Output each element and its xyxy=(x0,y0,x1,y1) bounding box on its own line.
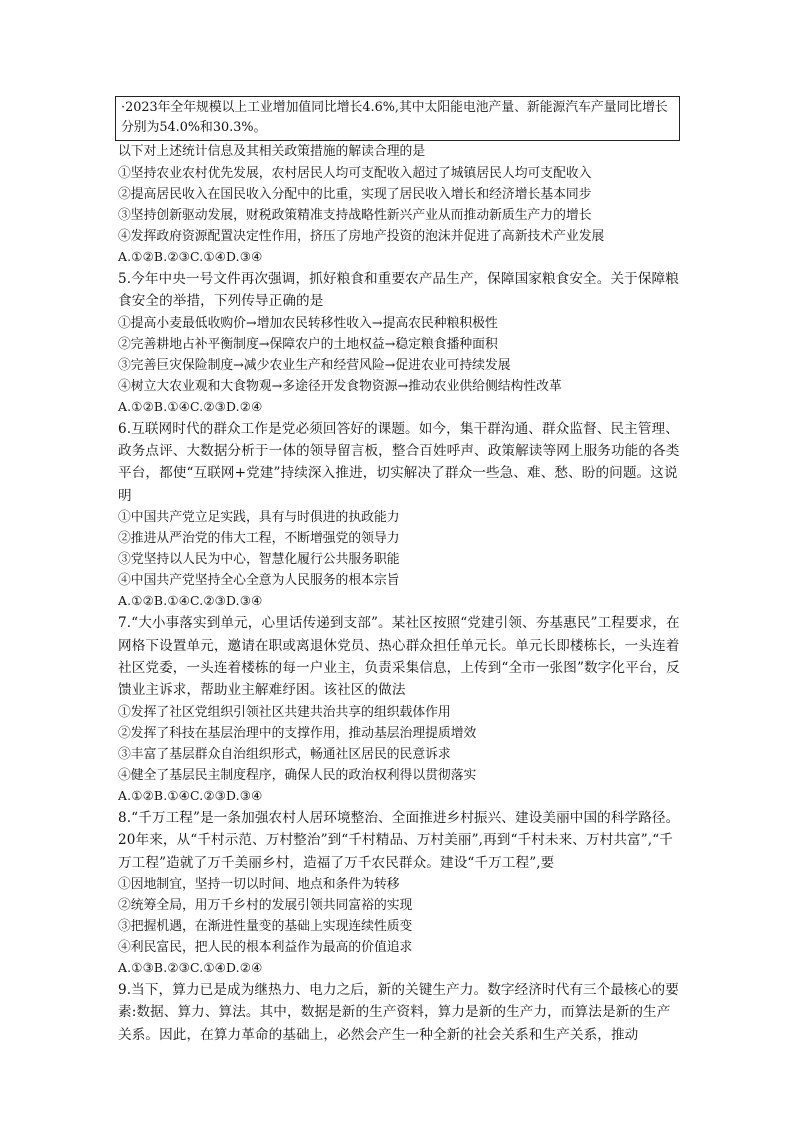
question-8 xyxy=(118,807,680,978)
question-8-stem: 8.“千万工程”是一条加强农村人居环境整治、全面推进乡村振兴、建设美丽中国的科学路径。20年来，从“千村示范、万村整治”到“千村精品、万村美丽”,再到“千村未来、万村共富”,“千万工程”造就了万千美丽乡村，造福了万千农民群众。建设“千万工程”,要 xyxy=(118,809,680,871)
question-4-option-3: ③坚持创新驱动发展，财税政策精准支持战略性新兴产业从而推动新质生产力的增长 xyxy=(118,207,592,223)
question-4-option-1: ①坚持农业农村优先发展，农村居民人均可支配收入超过了城镇居民人均可支配收入 xyxy=(118,165,592,181)
question-7-option-1: ①发挥了社区党组织引领社区共建共治共享的组织载体作用 xyxy=(118,704,451,720)
question-6-option-4: ④中国共产党坚持全心全意为人民服务的根本宗旨 xyxy=(118,573,400,589)
question-4-option-2: ②提高居民收入在国民收入分配中的比重，实现了居民收入增长和经济增长基本同步 xyxy=(118,186,592,202)
question-4 xyxy=(118,142,680,267)
question-8-option-1: ①因地制宜，坚持一切以时间、地点和条件为转移 xyxy=(118,877,400,893)
question-6 xyxy=(118,418,680,612)
exam-page xyxy=(118,96,680,1046)
question-6-option-1: ①中国共产党立足实践，具有与时俱进的执政能力 xyxy=(118,510,400,526)
question-5-option-1: ①提高小麦最低收购价→增加农民转移性收入→提高农民种粮积极性 xyxy=(118,315,498,331)
question-6-option-2: ②推进从严治党的伟大工程，不断增强党的领导力 xyxy=(118,531,400,547)
intro-box xyxy=(115,96,680,141)
question-7-option-2: ②发挥了科技在基层治理中的支撑作用，推动基层治理提质增效 xyxy=(118,725,477,741)
question-5-answers: A.①②B.①④C.②③D.②④ xyxy=(118,398,263,414)
question-7-stem: 7.“大小事落实到单元，心里话传递到支部”。某社区按照“党建引领、夯基惠民”工程要求，在网格下设置单元，邀请在职或离退休党员、热心群众担任单元长。单元长即楼栋长，一头连着社区党委，一头连着楼栋的每一户业主，负责采集信息，上传到“全市一张图”数字化平台，反馈业主诉求，帮助业主解难纾困。该社区的做法 xyxy=(118,615,680,699)
question-5-stem: 5.今年中央一号文件再次强调，抓好粮食和重要农产品生产，保障国家粮食安全。关于保障粮食安全的举措，下列传导正确的是 xyxy=(118,270,679,310)
question-8-option-4: ④利民富民，把人民的根本利益作为最高的价值追求 xyxy=(118,940,413,956)
question-5-option-2: ②完善耕地占补平衡制度→保障农户的土地权益→稳定粮食播种面积 xyxy=(118,336,498,352)
question-4-answers: A.①②B.②③C.①④D.③④ xyxy=(118,248,263,264)
question-4-option-4: ④发挥政府资源配置决定性作用，挤压了房地产投资的泡沫并促进了高新技术产业发展 xyxy=(118,228,605,244)
question-6-stem: 6.互联网时代的群众工作是党必须回答好的课题。如今，集干群沟通、群众监督、民主管理、政务点评、大数据分析于一体的领导留言板，整合百姓呼声、政策解读等网上服务功能的各类平台，都使“互联网+党建”持续深入推进，切实解决了群众一些急、难、愁、盼的问题。这说明 xyxy=(118,420,680,504)
question-6-option-3: ③党坚持以人民为中心，智慧化履行公共服务职能 xyxy=(118,552,400,568)
question-5 xyxy=(118,268,680,417)
question-8-answers: A.①③B.②③C.①④D.②④ xyxy=(118,960,263,976)
question-7-option-3: ③丰富了基层群众自治组织形式，畅通社区居民的民意诉求 xyxy=(118,746,451,762)
question-4-stem: 以下对上述统计信息及其相关政策措施的解读合理的是 xyxy=(118,144,426,159)
intro-box-text: ·2023年全年规模以上工业增加值同比增长4.6%,其中太阳能电池产量、新能源汽车产量同比增长分别为54.0%和30.3%。 xyxy=(121,100,668,135)
question-5-option-3: ③完善巨灾保险制度→减少农业生产和经营风险→促进农业可持续发展 xyxy=(118,357,511,373)
question-8-option-2: ②统筹全局，用万千乡村的发展引领共同富裕的实现 xyxy=(118,898,413,914)
question-7 xyxy=(118,612,680,806)
question-9 xyxy=(118,979,680,1046)
question-9-stem: 9.当下，算力已是成为继热力、电力之后，新的关键生产力。数字经济时代有三个最核心的要素:数据、算力、算法。其中，数据是新的生产资料，算力是新的生产力，而算法是新的生产关系。因此，在算力革命的基础上，必然会产生一种全新的社会关系和生产关系，推动 xyxy=(118,982,679,1043)
question-6-answers: A.①②B.①④C.②③D.③④ xyxy=(118,593,263,609)
question-7-option-4: ④健全了基层民主制度程序，确保人民的政治权利得以贯彻落实 xyxy=(118,767,477,783)
question-7-answers: A.①②B.①④C.②③D.③④ xyxy=(118,787,263,803)
question-8-option-3: ③把握机遇，在渐进性量变的基础上实现连续性质变 xyxy=(118,919,413,935)
question-5-option-4: ④树立大农业观和大食物观→多途径开发食物资源→推动农业供给侧结构性改革 xyxy=(118,378,562,394)
